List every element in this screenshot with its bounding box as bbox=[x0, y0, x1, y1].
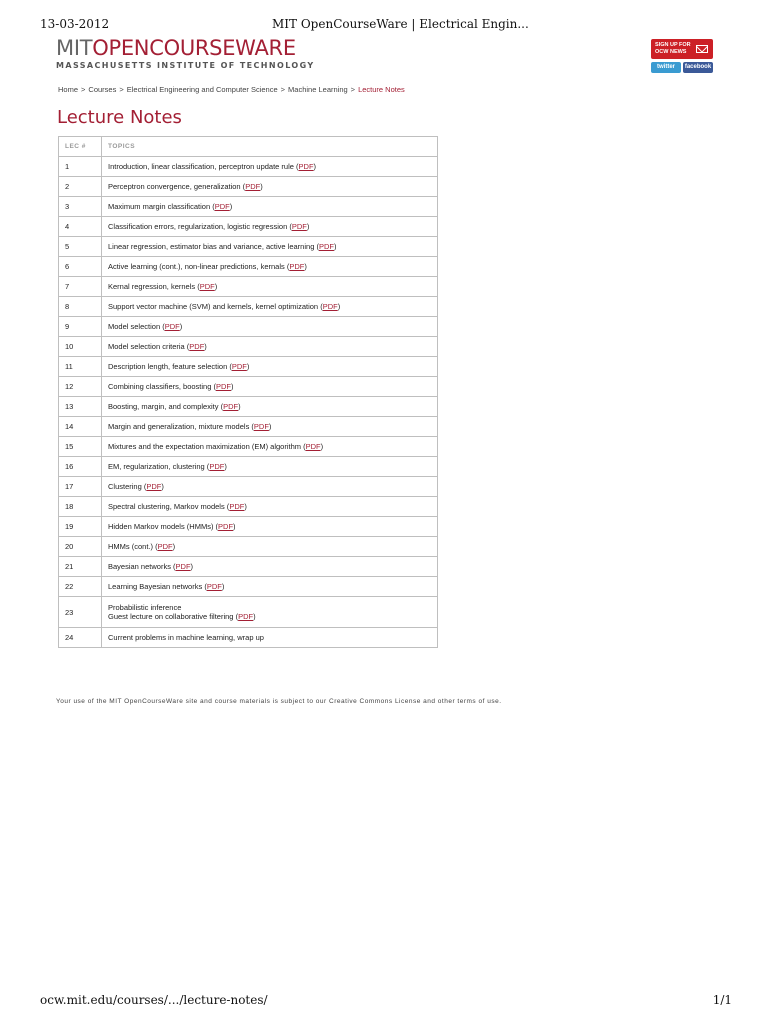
lecture-topic-cell: Model selection criteria (PDF) bbox=[102, 337, 438, 357]
terms-of-use-note: Your use of the MIT OpenCourseWare site and course materials is subject to our Creative Commons License and other terms of use. bbox=[56, 698, 502, 705]
lecture-topic-cell: HMMs (cont.) (PDF) bbox=[102, 537, 438, 557]
lecture-topic: Model selection bbox=[108, 322, 161, 331]
lecture-number: 1 bbox=[59, 157, 102, 177]
lecture-topic: HMMs (cont.) bbox=[108, 542, 153, 551]
lecture-topic-cell: Introduction, linear classification, perceptron update rule (PDF) bbox=[102, 157, 438, 177]
page-title: Lecture Notes bbox=[57, 107, 182, 128]
lecture-number: 9 bbox=[59, 317, 102, 337]
breadcrumb-separator: > bbox=[350, 85, 356, 94]
lecture-number: 16 bbox=[59, 457, 102, 477]
pdf-link[interactable]: PDF bbox=[238, 612, 254, 621]
pdf-link[interactable]: PDF bbox=[289, 262, 305, 271]
lecture-topic-cell: Maximum margin classification (PDF) bbox=[102, 197, 438, 217]
lecture-topic-cell: Classification errors, regularization, logistic regression (PDF) bbox=[102, 217, 438, 237]
lecture-topic: Learning Bayesian networks bbox=[108, 582, 203, 591]
pdf-link[interactable]: PDF bbox=[231, 362, 247, 371]
table-body bbox=[59, 157, 438, 648]
lecture-topic: Bayesian networks bbox=[108, 562, 171, 571]
pdf-link[interactable]: PDF bbox=[305, 442, 321, 451]
lecture-topic: Margin and generalization, mixture models bbox=[108, 422, 250, 431]
lecture-number: 8 bbox=[59, 297, 102, 317]
table-row bbox=[59, 357, 438, 377]
lecture-number: 22 bbox=[59, 577, 102, 597]
table-row bbox=[59, 197, 438, 217]
lecture-number: 23 bbox=[59, 597, 102, 628]
table-row bbox=[59, 597, 438, 628]
header-lec-num: LEC # bbox=[59, 137, 102, 157]
pdf-link[interactable]: PDF bbox=[298, 162, 314, 171]
lecture-notes-table bbox=[58, 136, 438, 648]
lecture-topic: Spectral clustering, Markov models bbox=[108, 502, 225, 511]
lecture-topic-cell: Learning Bayesian networks (PDF) bbox=[102, 577, 438, 597]
pdf-link[interactable]: PDF bbox=[209, 462, 225, 471]
facebook-button[interactable]: facebook bbox=[683, 62, 713, 73]
lecture-topic-cell: Boosting, margin, and complexity (PDF) bbox=[102, 397, 438, 417]
logo-wordmark bbox=[56, 38, 315, 59]
pdf-link[interactable]: PDF bbox=[199, 282, 215, 291]
breadcrumb-courses[interactable]: Courses bbox=[88, 85, 117, 94]
breadcrumb bbox=[58, 85, 405, 94]
pdf-link[interactable]: PDF bbox=[253, 422, 269, 431]
lecture-number: 19 bbox=[59, 517, 102, 537]
table-row bbox=[59, 517, 438, 537]
lecture-topic: Perceptron convergence, generalization bbox=[108, 182, 241, 191]
pdf-link[interactable]: PDF bbox=[206, 582, 222, 591]
table-row bbox=[59, 437, 438, 457]
signup-ocw-news-button[interactable] bbox=[651, 39, 713, 59]
lecture-number: 11 bbox=[59, 357, 102, 377]
table-row bbox=[59, 317, 438, 337]
lecture-topic: Kernal regression, kernels bbox=[108, 282, 196, 291]
table-row bbox=[59, 577, 438, 597]
lecture-number: 2 bbox=[59, 177, 102, 197]
lecture-topic-cell: Mixtures and the expectation maximization (EM) algorithm (PDF) bbox=[102, 437, 438, 457]
lecture-topic: Linear regression, estimator bias and variance, active learning bbox=[108, 242, 315, 251]
lecture-topic-cell: Bayesian networks (PDF) bbox=[102, 557, 438, 577]
breadcrumb-home[interactable]: Home bbox=[58, 85, 79, 94]
lecture-topic-cell: Model selection (PDF) bbox=[102, 317, 438, 337]
print-title: MIT OpenCourseWare | Electrical Engin... bbox=[272, 17, 529, 31]
lecture-topic-cell: Hidden Markov models (HMMs) (PDF) bbox=[102, 517, 438, 537]
lecture-topic: Probabilistic inference bbox=[108, 603, 182, 612]
lecture-topic-cell: Clustering (PDF) bbox=[102, 477, 438, 497]
table-row bbox=[59, 157, 438, 177]
lecture-topic: Hidden Markov models (HMMs) bbox=[108, 522, 214, 531]
table-row bbox=[59, 537, 438, 557]
lecture-topic-cell: Margin and generalization, mixture models (PDF) bbox=[102, 417, 438, 437]
breadcrumb-machine-learning[interactable]: Machine Learning bbox=[288, 85, 348, 94]
lecture-number: 18 bbox=[59, 497, 102, 517]
lecture-topic: Mixtures and the expectation maximization (EM) algorithm bbox=[108, 442, 301, 451]
lecture-topic: Model selection criteria bbox=[108, 342, 185, 351]
table-row bbox=[59, 257, 438, 277]
breadcrumb-separator: > bbox=[81, 85, 86, 94]
pdf-link[interactable]: PDF bbox=[218, 522, 234, 531]
lecture-number: 17 bbox=[59, 477, 102, 497]
breadcrumb-eecs[interactable]: Electrical Engineering and Computer Science bbox=[126, 85, 278, 94]
lecture-topic: EM, regularization, clustering bbox=[108, 462, 205, 471]
table-row bbox=[59, 377, 438, 397]
lecture-topic: Description length, feature selection bbox=[108, 362, 228, 371]
table-row bbox=[59, 277, 438, 297]
lecture-topic-cell: Active learning (cont.), non-linear predictions, kernals (PDF) bbox=[102, 257, 438, 277]
lecture-topic-secondary: Guest lecture on collaborative filtering bbox=[108, 612, 234, 621]
logo-ocw: OPENCOURSEWARE bbox=[92, 36, 296, 60]
lecture-topic-cell: Kernal regression, kernels (PDF) bbox=[102, 277, 438, 297]
lecture-topic-cell: Linear regression, estimator bias and variance, active learning (PDF) bbox=[102, 237, 438, 257]
logo-mit: MIT bbox=[56, 36, 93, 60]
lecture-topic: Support vector machine (SVM) and kernels, kernel optimization bbox=[108, 302, 319, 311]
table-row bbox=[59, 217, 438, 237]
lecture-number: 7 bbox=[59, 277, 102, 297]
pdf-link[interactable]: PDF bbox=[229, 502, 245, 511]
ocw-logo[interactable] bbox=[56, 38, 315, 70]
lecture-topic-cell: Combining classifiers, boosting (PDF) bbox=[102, 377, 438, 397]
table-row bbox=[59, 397, 438, 417]
lecture-topic-cell: Perceptron convergence, generalization (PDF) bbox=[102, 177, 438, 197]
table-row bbox=[59, 628, 438, 648]
breadcrumb-current: Lecture Notes bbox=[358, 85, 405, 94]
lecture-topic: Classification errors, regularization, logistic regression bbox=[108, 222, 288, 231]
lecture-number: 24 bbox=[59, 628, 102, 648]
lecture-number: 10 bbox=[59, 337, 102, 357]
pdf-link[interactable]: PDF bbox=[291, 222, 307, 231]
lecture-number: 14 bbox=[59, 417, 102, 437]
table-header-row bbox=[59, 137, 438, 157]
pdf-link[interactable]: PDF bbox=[322, 302, 338, 311]
lecture-number: 13 bbox=[59, 397, 102, 417]
pdf-link[interactable]: PDF bbox=[146, 482, 162, 491]
lecture-topic-cell: Support vector machine (SVM) and kernels, kernel optimization (PDF) bbox=[102, 297, 438, 317]
table-row bbox=[59, 297, 438, 317]
lecture-number: 12 bbox=[59, 377, 102, 397]
lecture-number: 20 bbox=[59, 537, 102, 557]
lecture-topic: Active learning (cont.), non-linear predictions, kernals bbox=[108, 262, 285, 271]
lecture-topic-cell: Spectral clustering, Markov models (PDF) bbox=[102, 497, 438, 517]
breadcrumb-separator: > bbox=[280, 85, 286, 94]
envelope-icon bbox=[696, 45, 708, 53]
lecture-number: 4 bbox=[59, 217, 102, 237]
table-row bbox=[59, 417, 438, 437]
lecture-topic-cell: EM, regularization, clustering (PDF) bbox=[102, 457, 438, 477]
lecture-topic: Introduction, linear classification, perceptron update rule bbox=[108, 162, 294, 171]
table-row bbox=[59, 237, 438, 257]
lecture-number: 6 bbox=[59, 257, 102, 277]
header-topics: TOPICS bbox=[102, 137, 438, 157]
table-row bbox=[59, 337, 438, 357]
lecture-number: 3 bbox=[59, 197, 102, 217]
table-row bbox=[59, 177, 438, 197]
signup-label: SIGN UP FOR OCW NEWS bbox=[655, 42, 691, 55]
pdf-link[interactable]: PDF bbox=[189, 342, 205, 351]
pdf-link[interactable]: PDF bbox=[245, 182, 261, 191]
lecture-topic: Boosting, margin, and complexity bbox=[108, 402, 219, 411]
pdf-link[interactable]: PDF bbox=[215, 382, 231, 391]
table-row bbox=[59, 557, 438, 577]
table-row bbox=[59, 497, 438, 517]
lecture-number: 5 bbox=[59, 237, 102, 257]
pdf-link[interactable]: PDF bbox=[157, 542, 173, 551]
pdf-link[interactable]: PDF bbox=[175, 562, 191, 571]
table-row bbox=[59, 457, 438, 477]
table-row bbox=[59, 477, 438, 497]
lecture-topic: Combining classifiers, boosting bbox=[108, 382, 212, 391]
pdf-link[interactable]: PDF bbox=[223, 402, 239, 411]
lecture-topic: Current problems in machine learning, wrap up bbox=[108, 633, 264, 642]
breadcrumb-separator: > bbox=[119, 85, 124, 94]
print-date: 13-03-2012 bbox=[40, 17, 110, 31]
pdf-link[interactable]: PDF bbox=[318, 242, 334, 251]
twitter-button[interactable]: twitter bbox=[651, 62, 681, 73]
print-page-number: 1/1 bbox=[712, 993, 732, 1007]
pdf-link[interactable]: PDF bbox=[214, 202, 230, 211]
lecture-topic-cell: Probabilistic inference Guest lecture on collaborative filtering (PDF) bbox=[102, 597, 438, 628]
lecture-number: 15 bbox=[59, 437, 102, 457]
logo-subtitle: MASSACHUSETTS INSTITUTE OF TECHNOLOGY bbox=[56, 61, 315, 70]
lecture-topic: Clustering bbox=[108, 482, 142, 491]
pdf-link[interactable]: PDF bbox=[164, 322, 180, 331]
lecture-topic-cell: Description length, feature selection (PDF) bbox=[102, 357, 438, 377]
lecture-number: 21 bbox=[59, 557, 102, 577]
lecture-topic-cell bbox=[102, 628, 438, 648]
print-url: ocw.mit.edu/courses/.../lecture-notes/ bbox=[40, 993, 268, 1007]
lecture-topic: Maximum margin classification bbox=[108, 202, 211, 211]
